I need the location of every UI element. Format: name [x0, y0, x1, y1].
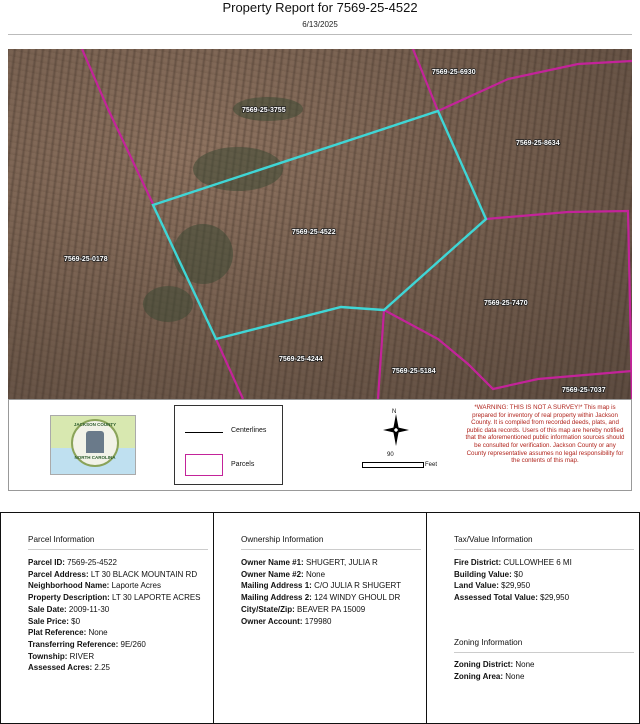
row-label: City/State/Zip:: [241, 604, 295, 614]
row-value: LT 30 LAPORTE ACRES: [112, 593, 201, 603]
row-value: None: [305, 569, 326, 579]
row-value: $0: [71, 616, 81, 626]
parcel-label[interactable]: 7569-25-3755: [242, 107, 286, 114]
row-label: Sale Date:: [28, 604, 67, 614]
row-value: SHUGERT, JULIA R: [305, 558, 378, 567]
info-row: [241, 557, 423, 569]
row-value: $0: [514, 569, 523, 579]
panel-divider: [454, 549, 634, 550]
zoning-info-rows: [454, 659, 636, 682]
row-label: Neighborhood Name:: [28, 581, 110, 591]
info-row: [241, 569, 423, 581]
info-row: [28, 651, 210, 663]
panel-heading: Parcel Information: [28, 535, 95, 544]
panel-divider: [28, 549, 208, 550]
parcel-labels: [8, 49, 632, 399]
panel-heading: Ownership Information: [241, 535, 324, 544]
row-label: Transferring Reference:: [28, 639, 119, 649]
info-row: [241, 604, 423, 616]
row-value: 124 WINDY GHOUL DR: [314, 593, 401, 603]
row-label: Mailing Address 1:: [241, 581, 312, 591]
info-row: [28, 627, 210, 639]
parcel-label[interactable]: 7569-25-5184: [392, 368, 436, 375]
row-label: Land Value:: [454, 581, 499, 591]
row-value: None: [88, 628, 108, 638]
info-row: [28, 639, 210, 651]
info-row: [454, 569, 636, 581]
row-value: 9E/260: [120, 639, 146, 649]
info-row: [28, 569, 210, 581]
parcel-label[interactable]: 7569-25-8634: [516, 140, 560, 147]
row-value: None: [505, 671, 525, 681]
centerline-symbol: [185, 432, 223, 433]
row-value: None: [515, 660, 535, 669]
info-row: [454, 659, 636, 671]
row-value: $29,950: [540, 593, 570, 603]
row-value: 179980: [304, 616, 332, 626]
row-label: Property Description:: [28, 593, 110, 603]
info-row: [28, 662, 210, 674]
scale-bar: [362, 462, 424, 468]
row-value: RIVER: [69, 651, 95, 661]
row-value: LT 30 BLACK MOUNTAIN RD: [90, 569, 198, 579]
info-row: [454, 671, 636, 683]
county-seal: [71, 419, 119, 467]
row-label: Assessed Acres:: [28, 663, 93, 673]
parcel-map[interactable]: [8, 49, 632, 399]
row-label: Mailing Address 2:: [241, 593, 312, 603]
scale-unit: Feet: [425, 462, 438, 468]
row-label: Plat Reference:: [28, 628, 87, 638]
info-row: [28, 616, 210, 628]
ownership-info-rows: [241, 557, 423, 627]
info-row: [28, 580, 210, 592]
survey-warning: *WARNING: THIS IS NOT A SURVEY!* This map is prepared for inventory of real property within Jackson County. It is compiled from recorded deeds, plats, and public data records. Users of this map are hereby notified that the aforementioned public information sources should be consulted for verification. Jackson County or any County representative assumes no legal responsibility for the contents of this map.: [465, 404, 625, 465]
county-logo: [50, 415, 136, 475]
panel-divider: [454, 652, 634, 653]
scale-value: 90: [387, 452, 394, 458]
title-divider: [8, 34, 632, 35]
row-value: 2.25: [94, 663, 110, 673]
row-label: Township:: [28, 651, 68, 661]
row-label: Zoning District:: [454, 660, 514, 669]
row-label: Owner Name #2:: [241, 569, 304, 579]
row-value: 2009-11-30: [68, 604, 110, 614]
parcel-label[interactable]: 7569-25-0178: [64, 256, 108, 263]
row-value: 7569-25-4522: [67, 558, 117, 567]
parcel-label[interactable]: 7569-25-7470: [484, 300, 528, 307]
ownership-info-panel: [213, 512, 427, 724]
row-label: Parcel ID:: [28, 558, 65, 567]
info-row: [454, 580, 636, 592]
parcel-label[interactable]: 7569-25-4244: [279, 356, 323, 363]
row-label: Owner Account:: [241, 616, 303, 626]
zoning-heading: Zoning Information: [454, 638, 523, 647]
seal-text-top: JACKSON COUNTY: [73, 422, 117, 427]
info-row: [28, 592, 210, 604]
parcel-label[interactable]: 7569-25-6930: [432, 69, 476, 76]
parcels-label: Parcels: [231, 461, 255, 468]
row-value: Laporte Acres: [111, 581, 161, 591]
legend-key: [174, 405, 283, 485]
row-label: Fire District:: [454, 558, 502, 567]
parcel-info-rows: [28, 557, 210, 674]
row-label: Zoning Area:: [454, 671, 504, 681]
row-label: Building Value:: [454, 569, 512, 579]
parcel-label[interactable]: 7569-25-7037: [562, 387, 606, 394]
info-row: [241, 592, 423, 604]
parcel-info-panel: [0, 512, 214, 724]
courthouse-icon: [86, 431, 104, 453]
row-label: Sale Price:: [28, 616, 69, 626]
info-row: [28, 604, 210, 616]
info-row: [28, 557, 210, 569]
row-label: Parcel Address:: [28, 569, 89, 579]
row-value: CULLOWHEE 6 MI: [503, 558, 572, 567]
centerlines-label: Centerlines: [231, 427, 267, 434]
report-date: 6/13/2025: [302, 20, 338, 29]
info-row: [454, 592, 636, 604]
panel-heading: Tax/Value Information: [454, 535, 533, 544]
report-title: Property Report for 7569-25-4522: [222, 0, 418, 15]
tax-info-rows: [454, 557, 636, 604]
tax-info-panel: [426, 512, 640, 724]
row-label: Owner Name #1:: [241, 558, 304, 567]
parcel-symbol: [185, 454, 223, 476]
row-value: $29,950: [501, 581, 531, 591]
info-row: [241, 580, 423, 592]
north-label: N: [392, 409, 397, 415]
info-row: [454, 557, 636, 569]
north-arrow-icon: [381, 412, 411, 448]
parcel-label[interactable]: 7569-25-4522: [292, 229, 336, 236]
row-value: BEAVER PA 15009: [297, 604, 366, 614]
seal-text-bottom: NORTH CAROLINA: [74, 455, 116, 460]
row-value: C/O JULIA R SHUGERT: [314, 581, 402, 591]
info-row: [241, 616, 423, 628]
panel-divider: [241, 549, 421, 550]
map-legend: [8, 399, 632, 491]
row-label: Assessed Total Value:: [454, 593, 538, 603]
